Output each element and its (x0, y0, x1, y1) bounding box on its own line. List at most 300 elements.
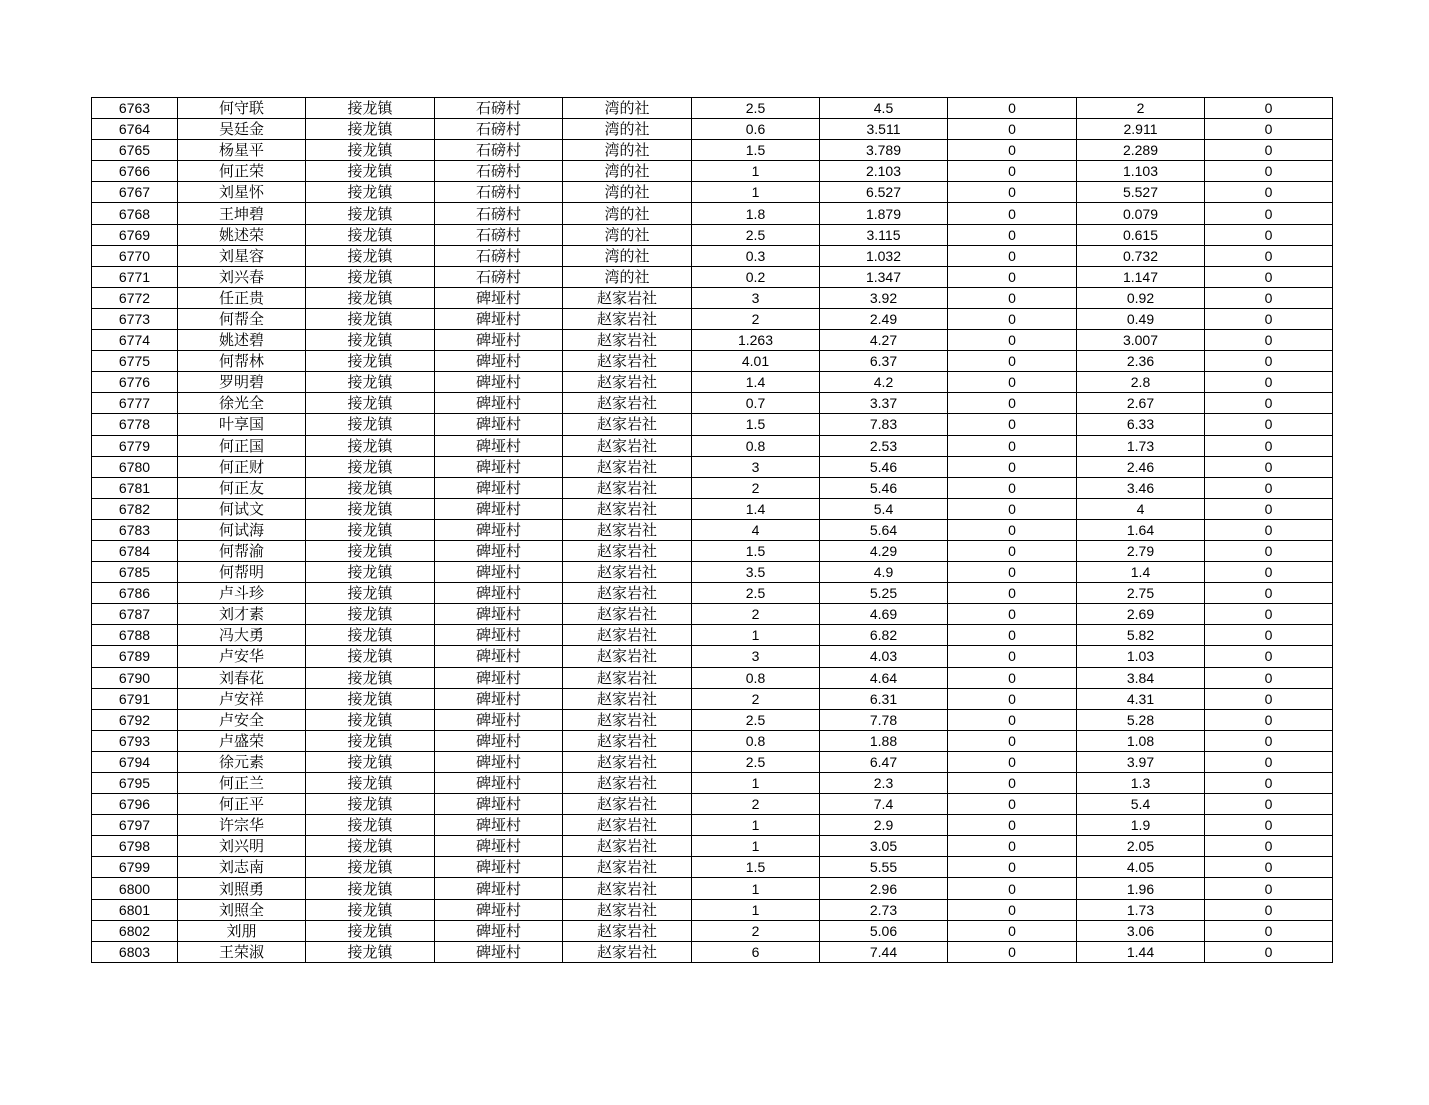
cell-value-e: 0 (1205, 899, 1333, 920)
cell-value-a: 2.5 (692, 751, 820, 772)
cell-value-c: 0 (948, 119, 1077, 140)
cell-village: 碑垭村 (435, 773, 563, 794)
cell-row-id: 6770 (92, 245, 178, 266)
cell-value-d: 3.84 (1077, 667, 1205, 688)
cell-value-c: 0 (948, 815, 1077, 836)
cell-value-e: 0 (1205, 372, 1333, 393)
cell-value-e: 0 (1205, 562, 1333, 583)
cell-group: 湾的社 (563, 182, 692, 203)
cell-value-a: 3 (692, 646, 820, 667)
cell-row-id: 6783 (92, 519, 178, 540)
cell-name: 叶享国 (178, 414, 306, 435)
table-row (92, 815, 1333, 836)
cell-value-a: 0.3 (692, 245, 820, 266)
cell-row-id: 6764 (92, 119, 178, 140)
cell-name: 何正国 (178, 435, 306, 456)
cell-town: 接龙镇 (306, 308, 435, 329)
cell-name: 任正贵 (178, 287, 306, 308)
cell-town: 接龙镇 (306, 119, 435, 140)
cell-group: 赵家岩社 (563, 941, 692, 962)
cell-name: 刘星怀 (178, 182, 306, 203)
cell-value-a: 0.6 (692, 119, 820, 140)
cell-value-e: 0 (1205, 646, 1333, 667)
cell-value-e: 0 (1205, 815, 1333, 836)
table-row (92, 372, 1333, 393)
cell-value-d: 3.06 (1077, 920, 1205, 941)
cell-value-d: 1.08 (1077, 730, 1205, 751)
cell-town: 接龙镇 (306, 266, 435, 287)
cell-value-e: 0 (1205, 308, 1333, 329)
cell-value-b: 2.53 (820, 435, 948, 456)
table-row (92, 161, 1333, 182)
table-row (92, 119, 1333, 140)
cell-value-b: 4.27 (820, 330, 948, 351)
cell-village: 碑垭村 (435, 709, 563, 730)
table-row (92, 562, 1333, 583)
cell-name: 卢安全 (178, 709, 306, 730)
cell-village: 碑垭村 (435, 857, 563, 878)
cell-village: 石磅村 (435, 140, 563, 161)
cell-value-a: 6 (692, 941, 820, 962)
cell-village: 石磅村 (435, 161, 563, 182)
cell-group: 赵家岩社 (563, 815, 692, 836)
cell-value-b: 5.06 (820, 920, 948, 941)
cell-town: 接龙镇 (306, 815, 435, 836)
cell-town: 接龙镇 (306, 857, 435, 878)
cell-value-b: 7.44 (820, 941, 948, 962)
cell-value-c: 0 (948, 245, 1077, 266)
cell-group: 赵家岩社 (563, 688, 692, 709)
cell-town: 接龙镇 (306, 519, 435, 540)
cell-value-d: 2.46 (1077, 456, 1205, 477)
cell-value-c: 0 (948, 308, 1077, 329)
cell-name: 王坤碧 (178, 203, 306, 224)
cell-group: 赵家岩社 (563, 667, 692, 688)
cell-value-b: 2.96 (820, 878, 948, 899)
cell-value-c: 0 (948, 667, 1077, 688)
cell-value-d: 1.4 (1077, 562, 1205, 583)
cell-town: 接龙镇 (306, 688, 435, 709)
cell-value-b: 2.9 (820, 815, 948, 836)
table-row (92, 899, 1333, 920)
cell-value-e: 0 (1205, 140, 1333, 161)
cell-group: 赵家岩社 (563, 709, 692, 730)
cell-value-b: 5.46 (820, 456, 948, 477)
cell-town: 接龙镇 (306, 477, 435, 498)
cell-value-d: 1.73 (1077, 899, 1205, 920)
cell-value-c: 0 (948, 794, 1077, 815)
cell-value-c: 0 (948, 203, 1077, 224)
cell-value-a: 1.5 (692, 857, 820, 878)
cell-town: 接龙镇 (306, 540, 435, 561)
table-row (92, 182, 1333, 203)
cell-value-a: 1.263 (692, 330, 820, 351)
cell-village: 石磅村 (435, 266, 563, 287)
cell-row-id: 6769 (92, 224, 178, 245)
table-row (92, 709, 1333, 730)
cell-value-c: 0 (948, 330, 1077, 351)
cell-value-b: 5.4 (820, 498, 948, 519)
cell-town: 接龙镇 (306, 245, 435, 266)
cell-name: 刘才素 (178, 604, 306, 625)
cell-village: 碑垭村 (435, 372, 563, 393)
cell-row-id: 6776 (92, 372, 178, 393)
cell-row-id: 6785 (92, 562, 178, 583)
cell-value-b: 6.82 (820, 625, 948, 646)
cell-value-b: 2.73 (820, 899, 948, 920)
cell-row-id: 6767 (92, 182, 178, 203)
cell-value-a: 0.8 (692, 667, 820, 688)
cell-village: 碑垭村 (435, 540, 563, 561)
cell-name: 刘春花 (178, 667, 306, 688)
cell-name: 姚述碧 (178, 330, 306, 351)
cell-value-d: 1.3 (1077, 773, 1205, 794)
cell-value-e: 0 (1205, 266, 1333, 287)
cell-group: 湾的社 (563, 161, 692, 182)
cell-row-id: 6798 (92, 836, 178, 857)
cell-village: 石磅村 (435, 119, 563, 140)
cell-value-a: 2 (692, 688, 820, 709)
cell-value-e: 0 (1205, 751, 1333, 772)
cell-value-e: 0 (1205, 941, 1333, 962)
cell-value-b: 3.37 (820, 393, 948, 414)
cell-value-d: 2.75 (1077, 583, 1205, 604)
cell-row-id: 6801 (92, 899, 178, 920)
table-row (92, 773, 1333, 794)
cell-value-d: 0.732 (1077, 245, 1205, 266)
cell-value-d: 5.4 (1077, 794, 1205, 815)
cell-value-d: 3.007 (1077, 330, 1205, 351)
cell-group: 赵家岩社 (563, 456, 692, 477)
cell-row-id: 6792 (92, 709, 178, 730)
cell-value-e: 0 (1205, 435, 1333, 456)
table-row (92, 857, 1333, 878)
cell-value-d: 5.527 (1077, 182, 1205, 203)
cell-value-e: 0 (1205, 456, 1333, 477)
cell-value-a: 1.5 (692, 414, 820, 435)
cell-group: 赵家岩社 (563, 414, 692, 435)
table-row (92, 688, 1333, 709)
cell-value-c: 0 (948, 625, 1077, 646)
cell-village: 碑垭村 (435, 899, 563, 920)
cell-group: 湾的社 (563, 224, 692, 245)
cell-village: 碑垭村 (435, 815, 563, 836)
cell-village: 碑垭村 (435, 583, 563, 604)
cell-value-c: 0 (948, 182, 1077, 203)
cell-name: 徐元素 (178, 751, 306, 772)
cell-row-id: 6777 (92, 393, 178, 414)
cell-town: 接龙镇 (306, 498, 435, 519)
cell-value-c: 0 (948, 287, 1077, 308)
cell-group: 湾的社 (563, 266, 692, 287)
cell-value-e: 0 (1205, 773, 1333, 794)
cell-value-b: 6.47 (820, 751, 948, 772)
cell-group: 湾的社 (563, 245, 692, 266)
cell-value-e: 0 (1205, 794, 1333, 815)
cell-town: 接龙镇 (306, 941, 435, 962)
cell-row-id: 6797 (92, 815, 178, 836)
cell-value-a: 0.7 (692, 393, 820, 414)
cell-name: 许宗华 (178, 815, 306, 836)
table-row (92, 414, 1333, 435)
cell-group: 赵家岩社 (563, 372, 692, 393)
cell-name: 吴廷金 (178, 119, 306, 140)
cell-value-a: 3 (692, 287, 820, 308)
cell-value-b: 2.3 (820, 773, 948, 794)
table-row (92, 730, 1333, 751)
cell-value-a: 3.5 (692, 562, 820, 583)
cell-row-id: 6781 (92, 477, 178, 498)
table-body (92, 98, 1333, 963)
table-row (92, 836, 1333, 857)
cell-value-a: 2 (692, 604, 820, 625)
cell-name: 冯大勇 (178, 625, 306, 646)
cell-value-c: 0 (948, 920, 1077, 941)
table-row (92, 245, 1333, 266)
cell-value-c: 0 (948, 604, 1077, 625)
cell-value-b: 5.55 (820, 857, 948, 878)
cell-town: 接龙镇 (306, 667, 435, 688)
table-row (92, 140, 1333, 161)
cell-name: 刘志南 (178, 857, 306, 878)
cell-value-a: 0.8 (692, 730, 820, 751)
cell-name: 何试海 (178, 519, 306, 540)
cell-row-id: 6775 (92, 351, 178, 372)
table-row (92, 878, 1333, 899)
cell-row-id: 6773 (92, 308, 178, 329)
cell-value-b: 4.9 (820, 562, 948, 583)
table-row (92, 203, 1333, 224)
cell-row-id: 6765 (92, 140, 178, 161)
cell-value-a: 2.5 (692, 98, 820, 119)
table-row (92, 224, 1333, 245)
cell-value-b: 4.03 (820, 646, 948, 667)
cell-village: 碑垭村 (435, 604, 563, 625)
cell-name: 王荣淑 (178, 941, 306, 962)
cell-value-d: 0.49 (1077, 308, 1205, 329)
cell-value-c: 0 (948, 878, 1077, 899)
cell-row-id: 6782 (92, 498, 178, 519)
cell-value-c: 0 (948, 266, 1077, 287)
cell-value-b: 4.69 (820, 604, 948, 625)
cell-value-b: 4.2 (820, 372, 948, 393)
cell-village: 碑垭村 (435, 498, 563, 519)
cell-group: 赵家岩社 (563, 393, 692, 414)
cell-value-e: 0 (1205, 667, 1333, 688)
cell-name: 何正友 (178, 477, 306, 498)
cell-village: 碑垭村 (435, 414, 563, 435)
cell-village: 碑垭村 (435, 878, 563, 899)
cell-value-c: 0 (948, 688, 1077, 709)
cell-value-a: 1.5 (692, 540, 820, 561)
cell-value-d: 4 (1077, 498, 1205, 519)
cell-value-a: 2 (692, 794, 820, 815)
cell-group: 赵家岩社 (563, 540, 692, 561)
cell-town: 接龙镇 (306, 836, 435, 857)
cell-value-c: 0 (948, 372, 1077, 393)
cell-town: 接龙镇 (306, 920, 435, 941)
table-row (92, 920, 1333, 941)
cell-name: 徐光全 (178, 393, 306, 414)
cell-value-d: 0.92 (1077, 287, 1205, 308)
table-row (92, 625, 1333, 646)
cell-village: 碑垭村 (435, 920, 563, 941)
cell-town: 接龙镇 (306, 98, 435, 119)
cell-group: 赵家岩社 (563, 836, 692, 857)
cell-name: 何帮全 (178, 308, 306, 329)
table-row (92, 519, 1333, 540)
cell-value-e: 0 (1205, 540, 1333, 561)
cell-value-a: 1.4 (692, 372, 820, 393)
cell-value-e: 0 (1205, 836, 1333, 857)
table-row (92, 435, 1333, 456)
cell-value-d: 1.03 (1077, 646, 1205, 667)
cell-group: 赵家岩社 (563, 920, 692, 941)
cell-town: 接龙镇 (306, 456, 435, 477)
cell-value-e: 0 (1205, 625, 1333, 646)
data-table (91, 97, 1333, 963)
cell-value-e: 0 (1205, 287, 1333, 308)
cell-value-d: 5.28 (1077, 709, 1205, 730)
cell-group: 赵家岩社 (563, 794, 692, 815)
cell-value-a: 1 (692, 161, 820, 182)
table-row (92, 646, 1333, 667)
table-row (92, 941, 1333, 962)
cell-value-c: 0 (948, 477, 1077, 498)
cell-value-e: 0 (1205, 203, 1333, 224)
cell-value-a: 1 (692, 815, 820, 836)
cell-value-e: 0 (1205, 857, 1333, 878)
cell-value-c: 0 (948, 899, 1077, 920)
cell-value-b: 3.92 (820, 287, 948, 308)
cell-village: 石磅村 (435, 245, 563, 266)
cell-village: 石磅村 (435, 203, 563, 224)
cell-town: 接龙镇 (306, 287, 435, 308)
cell-row-id: 6796 (92, 794, 178, 815)
cell-name: 刘照勇 (178, 878, 306, 899)
cell-value-c: 0 (948, 540, 1077, 561)
cell-value-b: 1.032 (820, 245, 948, 266)
cell-group: 湾的社 (563, 203, 692, 224)
cell-value-c: 0 (948, 435, 1077, 456)
cell-value-c: 0 (948, 393, 1077, 414)
table-row (92, 308, 1333, 329)
cell-town: 接龙镇 (306, 625, 435, 646)
cell-value-b: 4.5 (820, 98, 948, 119)
cell-village: 碑垭村 (435, 836, 563, 857)
cell-value-b: 3.115 (820, 224, 948, 245)
cell-value-c: 0 (948, 583, 1077, 604)
cell-value-c: 0 (948, 456, 1077, 477)
cell-name: 卢盛荣 (178, 730, 306, 751)
cell-group: 赵家岩社 (563, 751, 692, 772)
table-row (92, 351, 1333, 372)
cell-value-d: 1.147 (1077, 266, 1205, 287)
cell-row-id: 6795 (92, 773, 178, 794)
cell-group: 赵家岩社 (563, 477, 692, 498)
cell-town: 接龙镇 (306, 646, 435, 667)
cell-row-id: 6788 (92, 625, 178, 646)
cell-value-b: 6.37 (820, 351, 948, 372)
cell-value-d: 2.79 (1077, 540, 1205, 561)
cell-value-b: 4.64 (820, 667, 948, 688)
cell-value-e: 0 (1205, 161, 1333, 182)
cell-value-a: 1 (692, 182, 820, 203)
cell-value-a: 1.5 (692, 140, 820, 161)
cell-village: 碑垭村 (435, 456, 563, 477)
cell-row-id: 6768 (92, 203, 178, 224)
cell-village: 碑垭村 (435, 351, 563, 372)
cell-value-d: 3.46 (1077, 477, 1205, 498)
cell-value-b: 3.789 (820, 140, 948, 161)
cell-town: 接龙镇 (306, 330, 435, 351)
cell-row-id: 6772 (92, 287, 178, 308)
cell-row-id: 6774 (92, 330, 178, 351)
cell-group: 湾的社 (563, 98, 692, 119)
cell-value-b: 1.347 (820, 266, 948, 287)
cell-value-d: 2 (1077, 98, 1205, 119)
cell-group: 赵家岩社 (563, 308, 692, 329)
cell-value-c: 0 (948, 224, 1077, 245)
cell-group: 赵家岩社 (563, 562, 692, 583)
cell-value-d: 1.96 (1077, 878, 1205, 899)
cell-town: 接龙镇 (306, 794, 435, 815)
cell-row-id: 6787 (92, 604, 178, 625)
cell-value-b: 7.83 (820, 414, 948, 435)
cell-value-c: 0 (948, 730, 1077, 751)
cell-value-c: 0 (948, 709, 1077, 730)
cell-value-e: 0 (1205, 604, 1333, 625)
cell-value-b: 1.88 (820, 730, 948, 751)
cell-village: 石磅村 (435, 182, 563, 203)
cell-row-id: 6763 (92, 98, 178, 119)
cell-value-d: 2.67 (1077, 393, 1205, 414)
cell-value-c: 0 (948, 161, 1077, 182)
cell-name: 刘兴春 (178, 266, 306, 287)
cell-town: 接龙镇 (306, 414, 435, 435)
cell-group: 湾的社 (563, 119, 692, 140)
cell-town: 接龙镇 (306, 583, 435, 604)
cell-name: 刘照全 (178, 899, 306, 920)
cell-value-a: 1 (692, 899, 820, 920)
cell-value-e: 0 (1205, 583, 1333, 604)
cell-village: 石磅村 (435, 98, 563, 119)
table-row (92, 266, 1333, 287)
table-row (92, 393, 1333, 414)
cell-value-e: 0 (1205, 477, 1333, 498)
cell-value-b: 5.25 (820, 583, 948, 604)
cell-group: 赵家岩社 (563, 730, 692, 751)
cell-group: 赵家岩社 (563, 498, 692, 519)
cell-value-e: 0 (1205, 119, 1333, 140)
table-row (92, 98, 1333, 119)
cell-value-c: 0 (948, 498, 1077, 519)
cell-village: 碑垭村 (435, 625, 563, 646)
cell-value-c: 0 (948, 836, 1077, 857)
cell-group: 赵家岩社 (563, 878, 692, 899)
cell-value-c: 0 (948, 646, 1077, 667)
cell-value-e: 0 (1205, 688, 1333, 709)
cell-town: 接龙镇 (306, 372, 435, 393)
cell-value-b: 2.103 (820, 161, 948, 182)
cell-group: 赵家岩社 (563, 287, 692, 308)
cell-value-e: 0 (1205, 498, 1333, 519)
cell-village: 碑垭村 (435, 562, 563, 583)
cell-value-a: 2.5 (692, 709, 820, 730)
cell-value-d: 2.05 (1077, 836, 1205, 857)
cell-row-id: 6802 (92, 920, 178, 941)
cell-value-c: 0 (948, 751, 1077, 772)
